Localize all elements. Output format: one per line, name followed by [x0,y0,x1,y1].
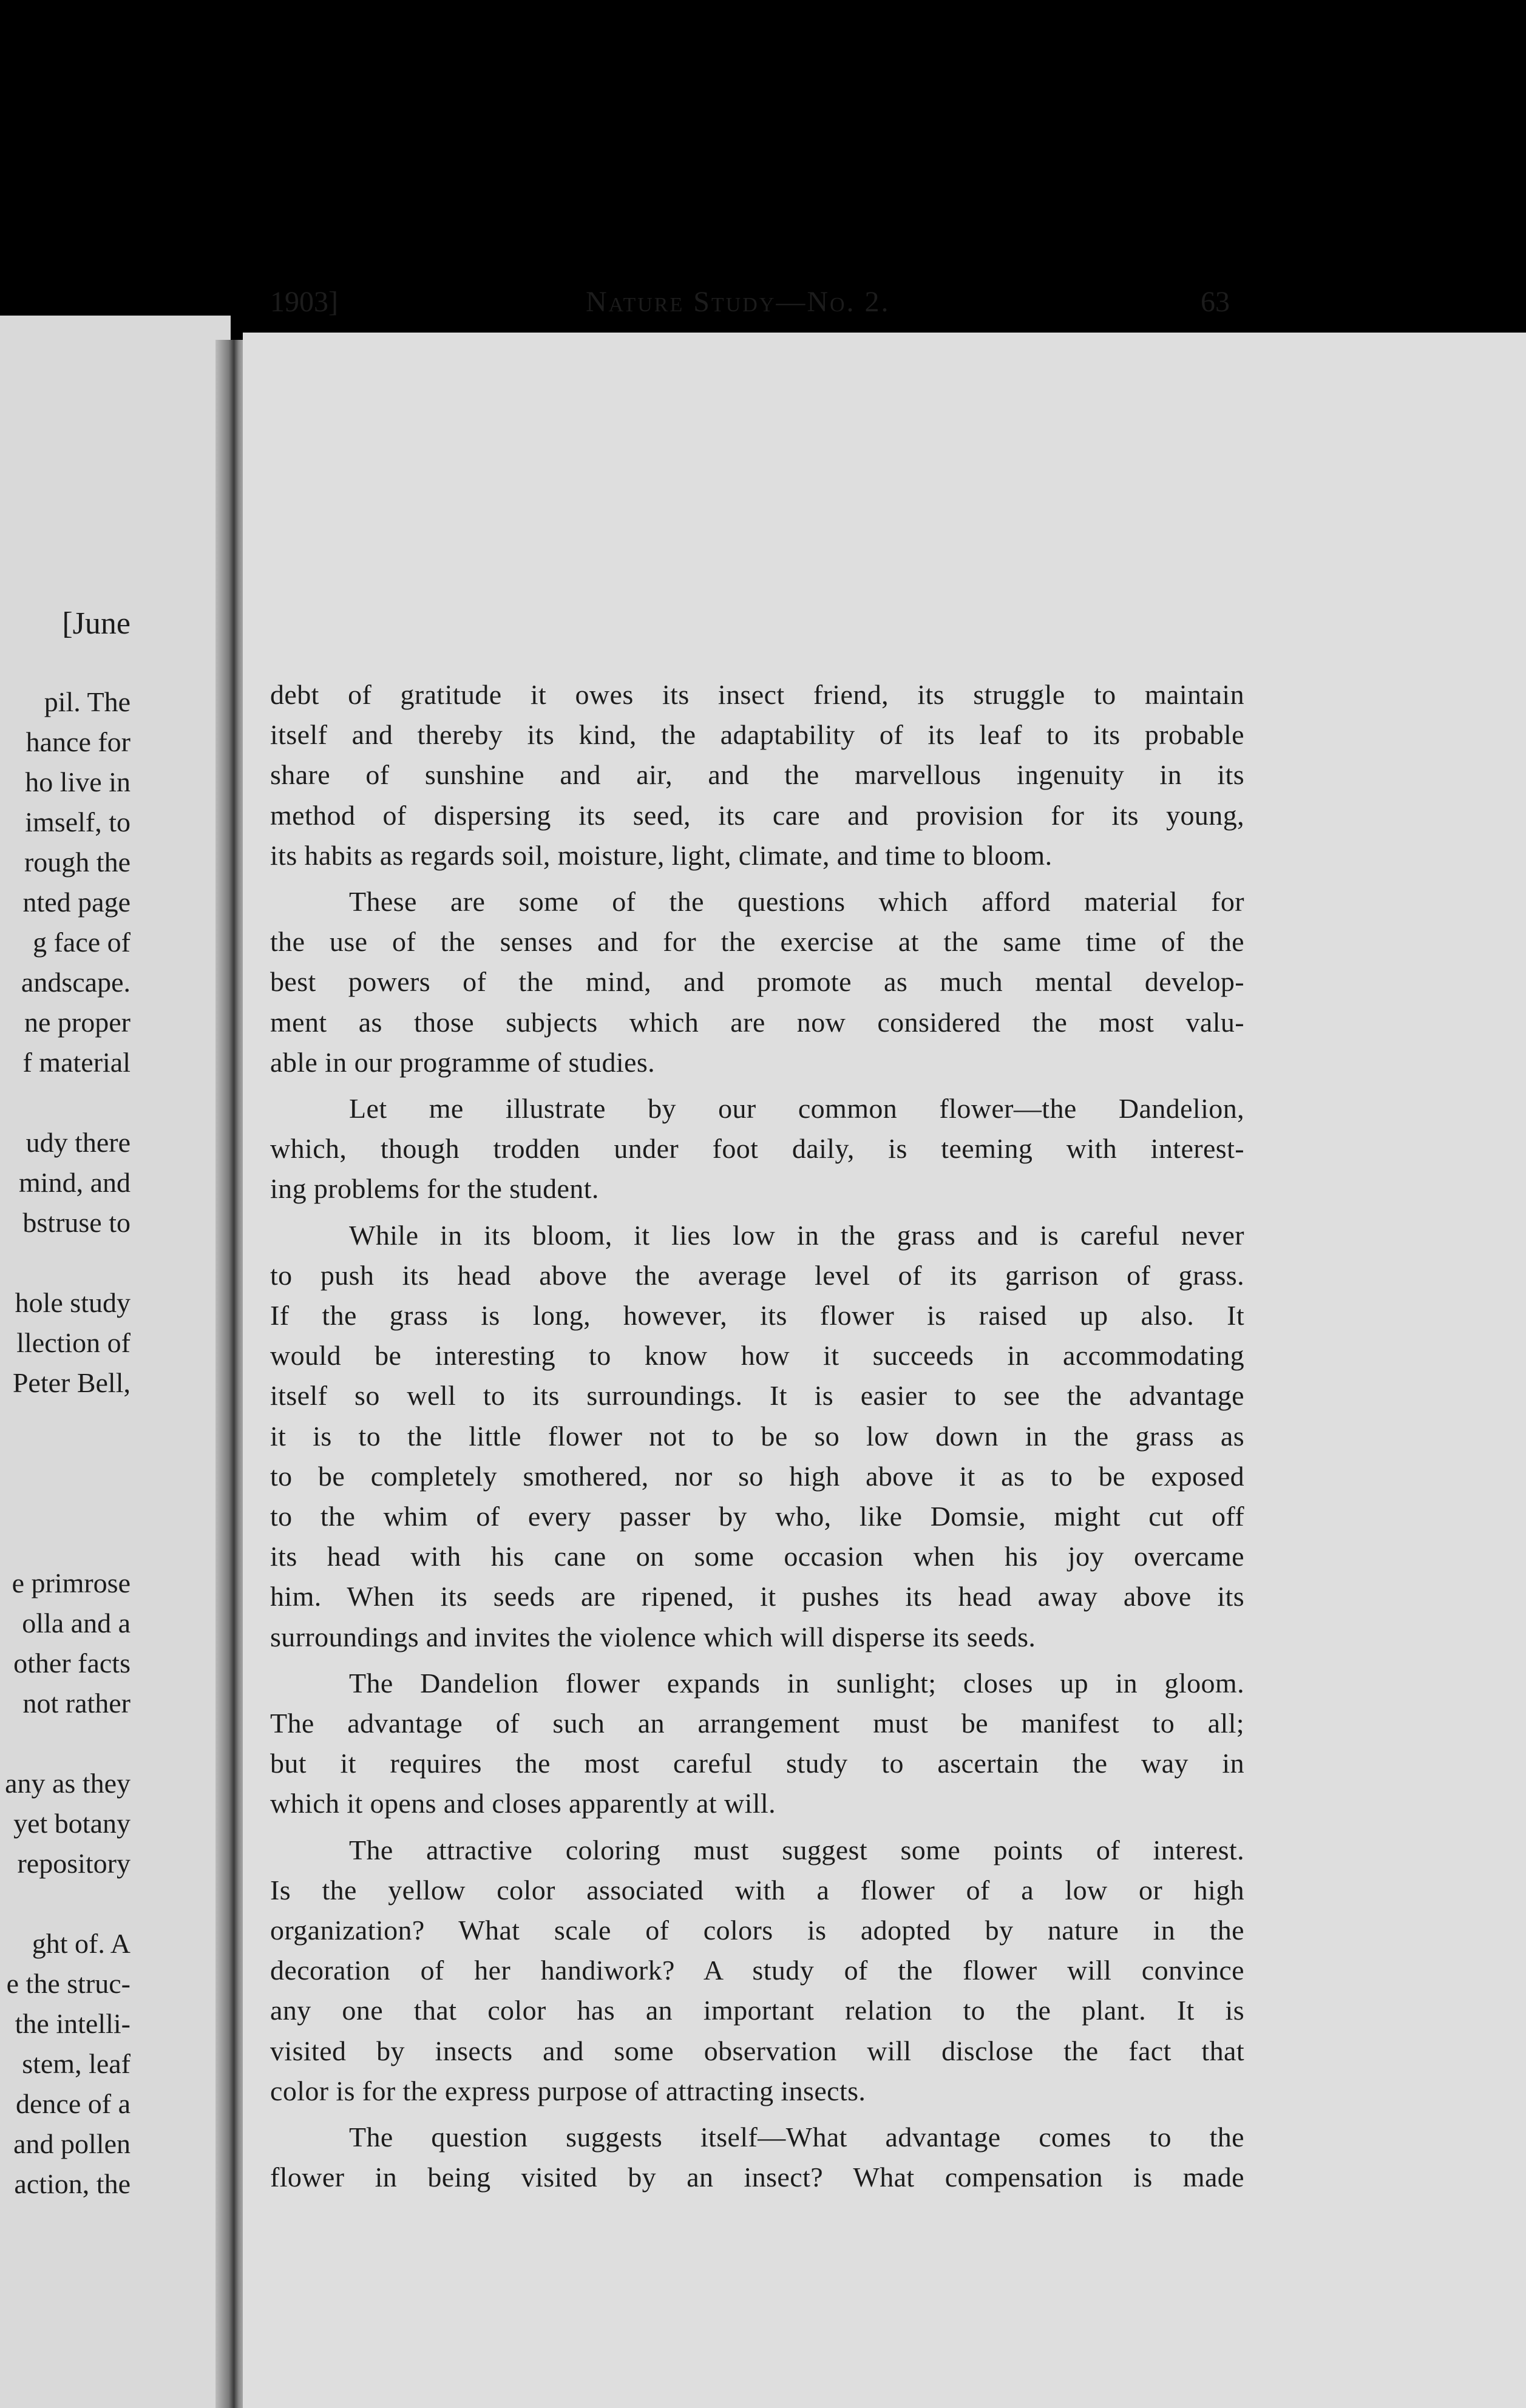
left-page-line: rough the [24,847,131,878]
page-number: 63 [1201,286,1230,318]
left-page-line: yet botany [13,1808,131,1839]
left-page [0,316,231,2408]
left-page-line: ne proper [24,1007,131,1038]
left-page-line: f material [22,1047,131,1078]
text-line: itself and thereby its kind, the adaptability of its leaf to its probable [270,719,1244,751]
text-line: The Dandelion flower expands in sunlight; closes up in gloom. [349,1667,1244,1699]
header-year: 1903] [270,286,338,318]
left-page-line: llection of [16,1327,131,1358]
text-line: able in our programme of studies. [270,1046,656,1078]
left-page-line: ght of. A [32,1928,131,1959]
running-title: Nature Study—No. 2. [586,286,890,318]
text-line: its habits as regards soil, moisture, light, climate, and time to bloom. [270,839,1053,871]
text-line: ing problems for the student. [270,1173,599,1205]
text-line: visited by insects and some observation will disclose the fact that [270,2035,1244,2066]
text-line: color is for the express purpose of attracting insects. [270,2075,866,2106]
text-line: itself so well to its surroundings. It is easier to see the advantage [270,1380,1244,1412]
text-line: any one that color has an important relation to the plant. It is [270,1995,1244,2026]
left-page-line: stem, leaf [22,2048,131,2079]
left-page-line: e the struc- [6,1968,131,1999]
text-line: but it requires the most careful study to ascertain the way in [270,1748,1244,1779]
text-line: The attractive coloring must suggest some points of interest. [349,1834,1244,1865]
left-page-line: g face of [33,927,131,958]
text-line: him. When its seeds are ripened, it pushes its head away above its [270,1581,1244,1612]
left-page-line: action, the [14,2168,131,2199]
left-page-line: nted page [22,887,131,918]
left-page-line: hance for [25,726,131,757]
left-page-line: andscape. [21,967,131,998]
left-page-header: [June [62,606,131,641]
text-line: surroundings and invites the violence which will disperse its seeds. [270,1621,1036,1652]
text-line: debt of gratitude it owes its insect friend, its struggle to maintain [270,679,1244,710]
text-line: which, though trodden under foot daily, is teeming with interest- [270,1133,1244,1165]
text-line: These are some of the questions which afford material for [349,886,1244,917]
left-page-line: e primrose [12,1568,131,1598]
text-line: to the whim of every passer by who, like Domsie, might cut off [270,1501,1244,1532]
left-page-line: not rather [22,1688,131,1719]
text-line: Let me illustrate by our common flower—the Dandelion, [349,1093,1244,1124]
text-line: to push its head above the average level of its garrison of grass. [270,1259,1244,1291]
text-line: Is the yellow color associated with a flower of a low or high [270,1874,1244,1906]
left-page-line: Peter Bell, [12,1367,131,1398]
text-line: share of sunshine and air, and the marvellous ingenuity in its [270,759,1244,791]
left-page-line: udy there [25,1127,131,1158]
text-line: to be completely smothered, nor so high above it as to be exposed [270,1460,1244,1492]
text-line: its head with his cane on some occasion when his joy overcame [270,1541,1244,1572]
left-page-line: dence of a [16,2088,131,2119]
text-line: If the grass is long, however, its flower is raised up also. It [270,1300,1244,1331]
left-page-line: bstruse to [22,1207,131,1238]
left-page-line: and pollen [13,2128,131,2159]
text-line: organization? What scale of colors is adopted by nature in the [270,1915,1244,1946]
text-line: ment as those subjects which are now considered the most valu- [270,1006,1244,1038]
left-page-line: any as they [5,1768,131,1799]
left-page-line: olla and a [22,1608,131,1639]
text-line: best powers of the mind, and promote as much mental develop- [270,966,1244,998]
text-line: method of dispersing its seed, its care and provision for its young, [270,799,1244,831]
text-line: flower in being visited by an insect? What compensation is made [270,2162,1244,2193]
left-page-line: mind, and [19,1167,131,1198]
left-page-line: hole study [15,1287,131,1318]
left-page-line: the intelli- [15,2008,131,2039]
text-line: it is to the little flower not to be so low down in the grass as [270,1420,1244,1452]
text-line: the use of the senses and for the exercise at the same time of the [270,926,1244,958]
left-page-line: pil. The [44,686,131,717]
left-page-line: repository [17,1848,131,1879]
left-page-line: other facts [13,1648,131,1679]
text-line: While in its bloom, it lies low in the grass and is careful never [349,1219,1244,1251]
text-line: which it opens and closes apparently at will. [270,1788,776,1819]
left-page-line: imself, to [25,807,131,837]
left-page-line: ho live in [25,766,131,797]
text-line: would be interesting to know how it succeeds in accommodating [270,1340,1244,1371]
text-line: The question suggests itself—What advantage comes to the [349,2122,1244,2153]
text-line: decoration of her handiwork? A study of the flower will convince [270,1955,1244,1986]
text-line: The advantage of such an arrangement must be manifest to all; [270,1708,1244,1739]
